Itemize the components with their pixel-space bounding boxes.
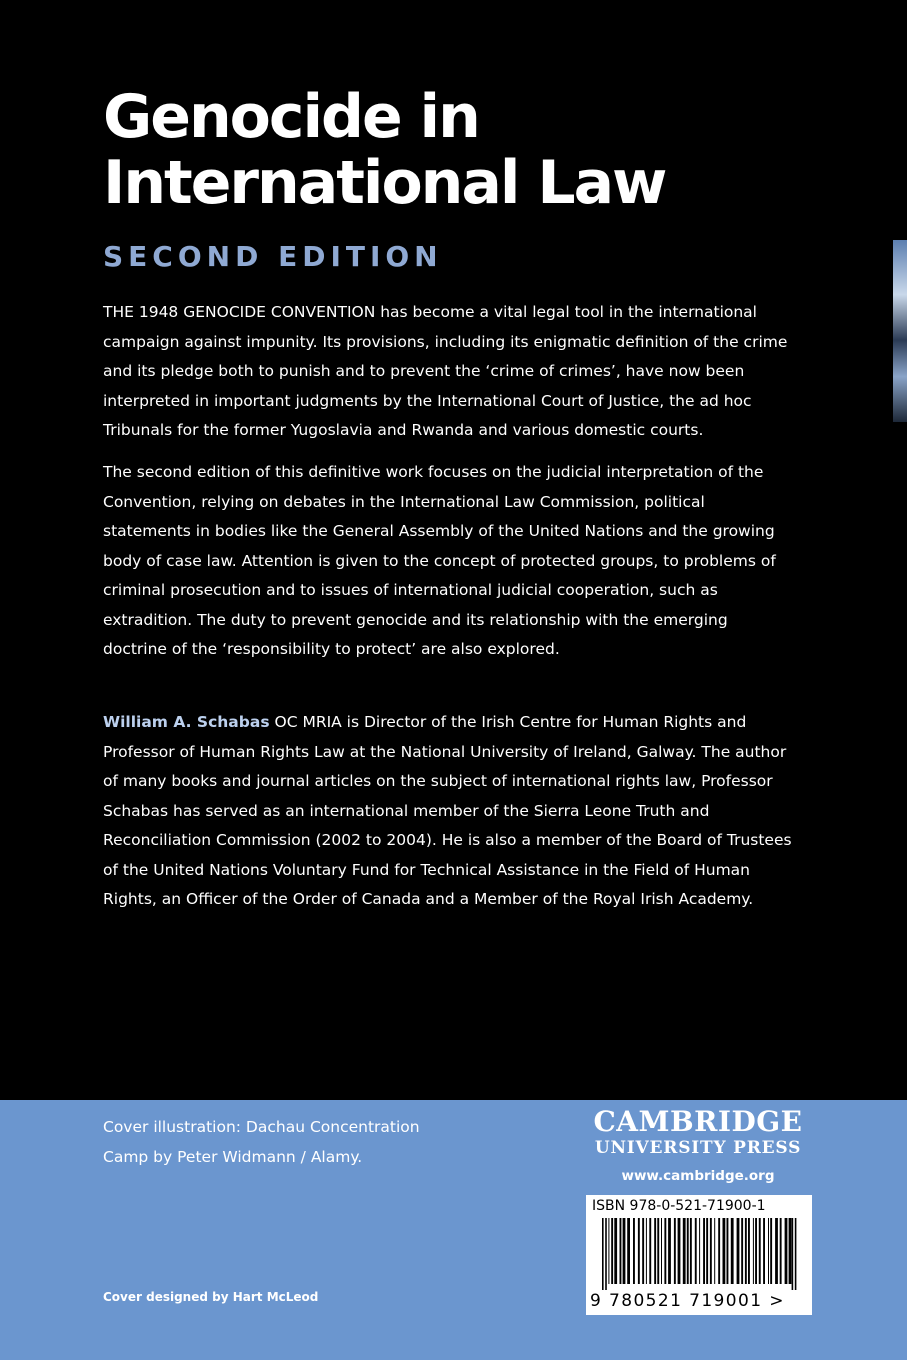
barcode-bar xyxy=(633,1218,635,1284)
barcode-bar xyxy=(605,1218,607,1290)
barcode-bar xyxy=(703,1218,705,1284)
barcode-bar xyxy=(654,1218,656,1284)
barcode-bar xyxy=(741,1218,743,1284)
barcode-bar xyxy=(770,1218,772,1284)
barcode-bar xyxy=(780,1218,782,1284)
author-bio: OC MRIA is Director of the Irish Centre for Human Rights and Professor of Human Rights Law at the National University of Ireland, Galway. The author of many books and journal articles on the subject of international rights law, Professor Schabas has served as an international member of the Sierra Leone Truth and Reconciliation Commission (2002 to 2004). He is also a member of the Board of Trustees of the United Nations Voluntary Fund for Technical Assistance in the Field of Human Rights, an Officer of the Order of Canada and a Member of the Royal Irish Academy. xyxy=(103,713,792,908)
isbn-number: ISBN 978-0-521-71900-1 xyxy=(592,1198,766,1214)
cover-designer-credit: Cover designed by Hart McLeod xyxy=(103,1290,319,1304)
publisher-press: UNIVERSITY PRESS xyxy=(594,1138,802,1158)
blurb-paragraph-2: The second edition of this definitive work focuses on the judicial interpretation of the Convention, relying on debates in the International Law Commission, political statements in bodies like the General Assembly of the United Nations and the growing body of case law. Attention is given to the concept of protected groups, to problems of criminal prosecution and to issues of international judicial cooperation, such as extradition. The duty to prevent genocide and its relationship with the emerging doctrine of the ‘responsibility to protect’ are also explored. xyxy=(103,463,776,658)
barcode-bar xyxy=(687,1218,689,1284)
barcode-bar xyxy=(737,1218,740,1284)
barcode-bar xyxy=(638,1218,640,1284)
barcode-bar xyxy=(775,1218,778,1284)
barcode-bar xyxy=(623,1218,626,1284)
barcode-bar xyxy=(642,1218,644,1284)
barcode-bar xyxy=(731,1218,734,1284)
author-paragraph xyxy=(103,708,793,915)
isbn-barcode-box xyxy=(586,1195,812,1315)
publisher-url: www.cambridge.org xyxy=(621,1168,775,1184)
barcode-bar xyxy=(649,1218,651,1284)
barcode-bar xyxy=(690,1218,692,1284)
barcode-bar xyxy=(657,1218,659,1284)
barcode-bar xyxy=(678,1218,681,1284)
barcode-bar xyxy=(683,1218,686,1284)
barcode-bar xyxy=(646,1218,647,1284)
barcode-bar xyxy=(668,1218,671,1284)
barcode-bar xyxy=(602,1218,604,1290)
barcode-bar xyxy=(718,1218,720,1284)
barcode-bar xyxy=(620,1218,622,1284)
barcode-bar xyxy=(627,1218,630,1284)
barcode-digits: 9 780521 719001 > xyxy=(590,1291,785,1311)
barcode-icon xyxy=(602,1218,798,1290)
title-line-1: Genocide in xyxy=(103,82,479,152)
author-name: William A. Schabas xyxy=(103,713,270,731)
barcode-bar xyxy=(748,1218,750,1284)
barcode-bar xyxy=(789,1218,792,1284)
barcode-bar xyxy=(785,1218,788,1284)
book-title xyxy=(103,84,665,216)
barcode-bar xyxy=(614,1218,617,1284)
photo-strip xyxy=(893,240,907,422)
barcode-bar xyxy=(795,1218,797,1290)
cover-illustration-credit: Cover illustration: Dachau Concentration Camp by Peter Widmann / Alamy. xyxy=(103,1118,420,1166)
barcode-bar xyxy=(710,1218,712,1284)
barcode-bar xyxy=(674,1218,676,1284)
barcode-bar xyxy=(723,1218,726,1284)
barcode-bar xyxy=(661,1218,662,1284)
barcode-bar xyxy=(695,1218,697,1284)
barcode-bar xyxy=(699,1218,700,1284)
barcode-bar xyxy=(608,1218,609,1284)
barcode-bar xyxy=(792,1218,794,1290)
barcode-bar xyxy=(763,1218,765,1284)
barcode-bar xyxy=(753,1218,754,1284)
barcode-bar xyxy=(768,1218,769,1284)
barcode-bar xyxy=(727,1218,729,1284)
publisher-name: CAMBRIDGE xyxy=(593,1105,803,1138)
barcode-bar xyxy=(745,1218,747,1284)
barcode-bar xyxy=(714,1218,715,1284)
barcode-bar xyxy=(759,1218,761,1284)
barcode-bar xyxy=(664,1218,666,1284)
barcode-bar xyxy=(611,1218,613,1284)
publisher-logo xyxy=(584,1106,812,1158)
title-line-2: International Law xyxy=(103,148,666,218)
barcode-bar xyxy=(706,1218,708,1284)
barcode-bar xyxy=(755,1218,757,1284)
blurb-paragraph-1: THE 1948 GENOCIDE CONVENTION has become a vital legal tool in the international campaign against impunity. Its provisions, including its enigmatic definition of the crime and its pledge both to punish and to prevent the ‘crime of crimes’, have now been interpreted in important judgments by the International Court of Justice, the ad hoc Tribunals for the former Yugoslavia and Rwanda and various domestic courts. xyxy=(103,303,788,439)
edition-label: SECOND EDITION xyxy=(103,240,443,273)
